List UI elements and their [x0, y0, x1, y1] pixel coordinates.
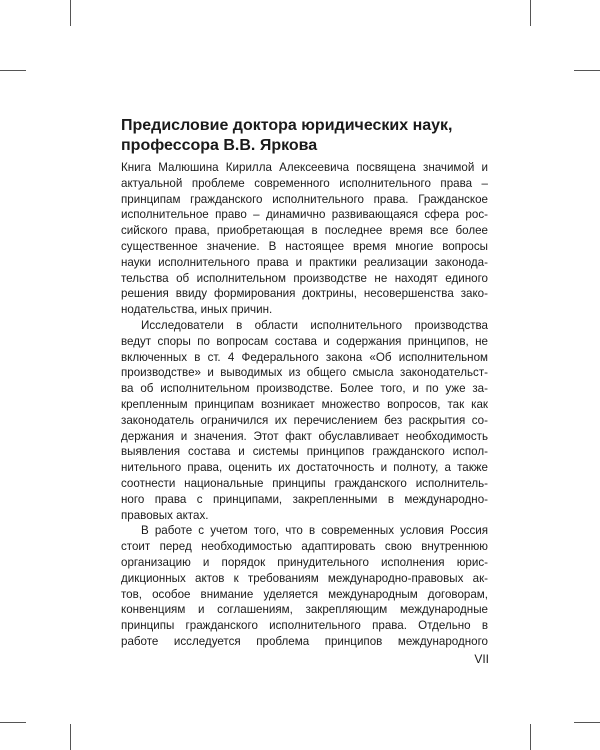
body-line: нительного права, оценить их достаточность и полноту, а также [121, 461, 488, 475]
body-line: включенных в ст. 4 Федерального закона «Об исполнительном [121, 350, 488, 364]
body-line: выявления состава и системы принципов гражданского испол- [121, 445, 488, 459]
body-line: работе исследуется проблема принципов международного [121, 634, 488, 648]
body-line: принципы гражданского исполнительного права. Отдельно в [121, 619, 488, 633]
body-line: стоит перед необходимостью адаптировать свою внутреннюю [121, 540, 488, 554]
body-line: исполнительное право – динамично развивающаяся сфера рос- [121, 208, 488, 222]
crop-mark-left-bottom [0, 722, 26, 723]
page-number: VII [474, 652, 489, 666]
body-line: науки исполнительного права и практики реализации законода- [121, 255, 488, 269]
crop-mark-right-top [574, 70, 600, 71]
body-line: Книга Малюшина Кирилла Алексеевича посвящена значимой и [121, 161, 488, 174]
crop-mark-top-right [530, 0, 531, 26]
crop-mark-top-left [70, 0, 71, 26]
body-line: держания и значения. Этот факт обуславливает необходимость [121, 429, 488, 443]
body-line: дикционных актов к требованиям международно-правовых ак- [121, 571, 488, 585]
body-line: решения ввиду формирования доктрины, несовершенства зако- [121, 287, 488, 301]
preface-heading [121, 116, 501, 156]
body-line: соотнести национальные принципы гражданского исполнитель- [121, 476, 488, 490]
body-line: производстве» и выводимых из общего смысла законодательст- [121, 366, 488, 380]
body-line: принципам гражданского исполнительного права. Гражданское [121, 192, 488, 206]
body-line: сийского права, приобретающая в последнее время все более [121, 224, 488, 238]
crop-mark-left-top [0, 70, 26, 71]
body-line: актуальной проблеме современного исполнительного права – [121, 176, 488, 190]
heading-line-2: профессора В.В. Яркова [121, 137, 318, 154]
body-line: законодатель ограничился их перечислением без раскрытия со- [121, 413, 488, 427]
body-line: существенное значение. В настоящее время многие вопросы [121, 239, 488, 253]
heading-line-1: Предисловие доктора юридических наук, [121, 117, 453, 134]
body-line: ва об исполнительном производстве. Более того, и по уже за- [121, 382, 488, 396]
crop-mark-right-bottom [574, 722, 600, 723]
body-line: тельства об исполнительном производстве не находят единого [121, 271, 488, 285]
body-line: организацию и порядок принудительного исполнения юрис- [121, 555, 488, 569]
body-line: крепленным принципам возникает множество вопросов, так как [121, 397, 488, 411]
body-line: нодательства, иных причин. [121, 303, 273, 317]
preface-body [121, 160, 488, 650]
body-line: конвенциям и соглашениям, закрепляющим международные [121, 603, 488, 617]
body-line: тов, особое внимание уделяется международным договорам, [121, 587, 488, 601]
body-line: ведут споры по вопросам состава и содержания принципов, не [121, 334, 488, 348]
body-line: Исследователи в области исполнительного производства [141, 318, 488, 332]
body-line: В работе с учетом того, что в современных условия Россия [141, 524, 488, 538]
body-line: ного права с принципами, закрепленными в международно- [121, 492, 488, 506]
body-line: правовых актах. [121, 508, 209, 522]
crop-mark-bottom-left [70, 724, 71, 750]
crop-mark-bottom-right [530, 724, 531, 750]
